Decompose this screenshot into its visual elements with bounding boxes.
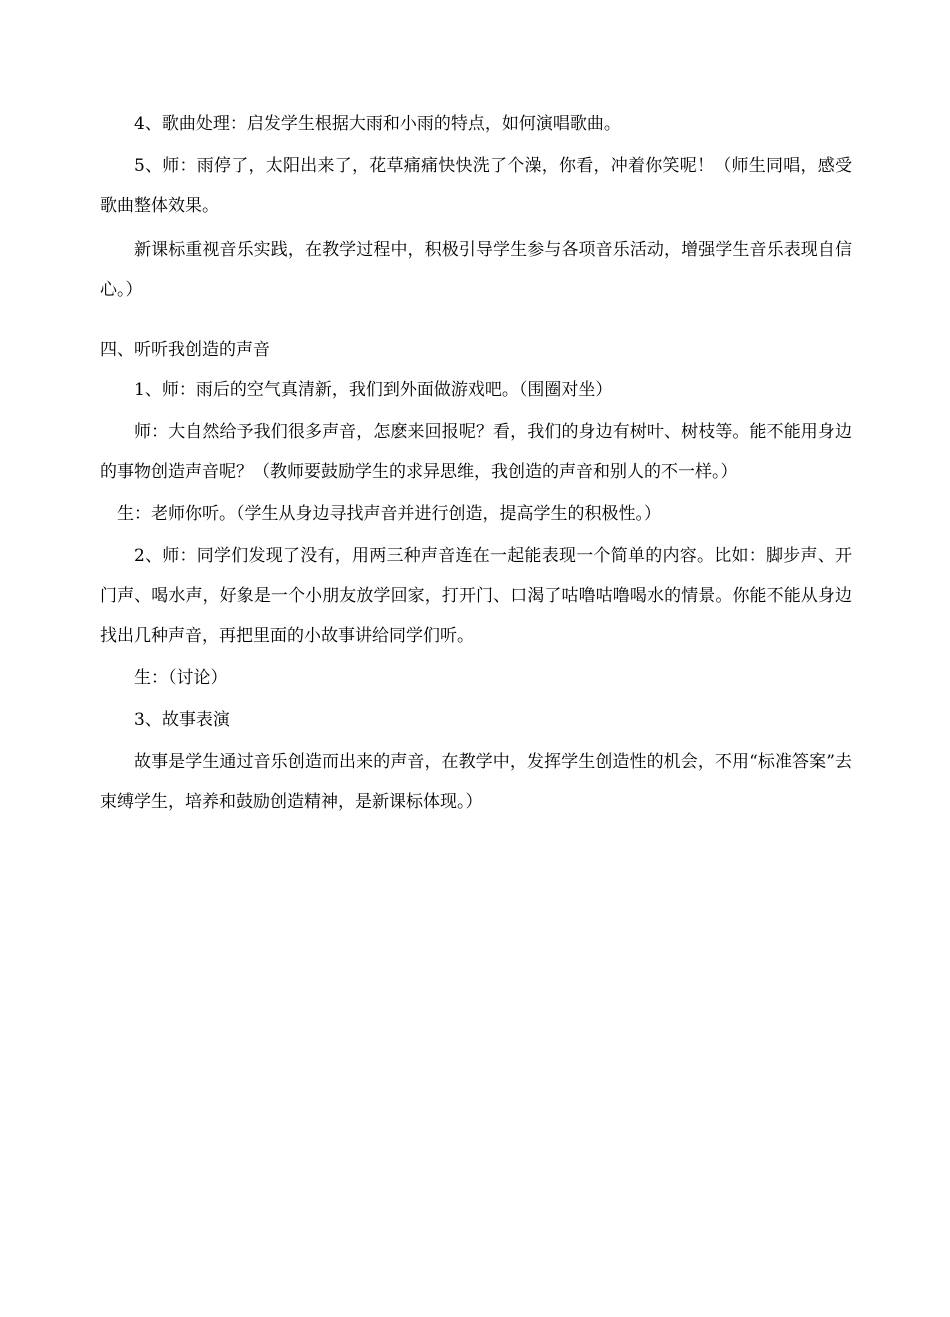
paragraph-song-processing: 4、歌曲处理：启发学生根据大雨和小雨的特点，如何演唱歌曲。: [134, 114, 621, 134]
section-heading-create-sounds: 四、听听我创造的声音: [100, 340, 270, 360]
paragraph-student-listen: 生：老师你听。（学生从身边寻找声音并进行创造，提高学生的积极性。）: [117, 504, 661, 524]
paragraph-teacher-nature-sounds: 师：大自然给予我们很多声音，怎麽来回报呢？看，我们的身边有树叶、树枝等。能不能用身边的事物创造声音呢？（教师要鼓励学生的求异思维，我创造的声音和别人的不一样。）: [100, 422, 852, 482]
paragraph-new-curriculum-practice: 新课标重视音乐实践，在教学过程中，积极引导学生参与各项音乐活动，增强学生音乐表现自信心。）: [100, 240, 852, 300]
paragraph-story-creativity: 故事是学生通过音乐创造而出来的声音，在教学中，发挥学生创造性的机会，不用“标准答案”去束缚学生，培养和鼓励创造精神，是新课标体现。）: [100, 752, 852, 812]
paragraph-teacher-rain-stopped: 5、师：雨停了，太阳出来了，花草痛痛快快洗了个澡，你看，冲着你笑呢！（师生同唱，感受歌曲整体效果。: [100, 156, 852, 216]
paragraph-story-performance: 3、故事表演: [134, 710, 230, 730]
paragraph-teacher-fresh-air: 1、师：雨后的空气真清新，我们到外面做游戏吧。（围圈对坐）: [134, 380, 613, 400]
paragraph-teacher-combine-sounds: 2、师：同学们发现了没有，用两三种声音连在一起能表现一个简单的内容。比如：脚步声、开门声、喝水声，好象是一个小朋友放学回家，打开门、口渴了咕噜咕噜喝水的情景。你能不能从身边找出几种声音，再把里面的小故事讲给同学们听。: [100, 546, 852, 646]
paragraph-student-discussion: 生：（讨论）: [134, 668, 228, 688]
